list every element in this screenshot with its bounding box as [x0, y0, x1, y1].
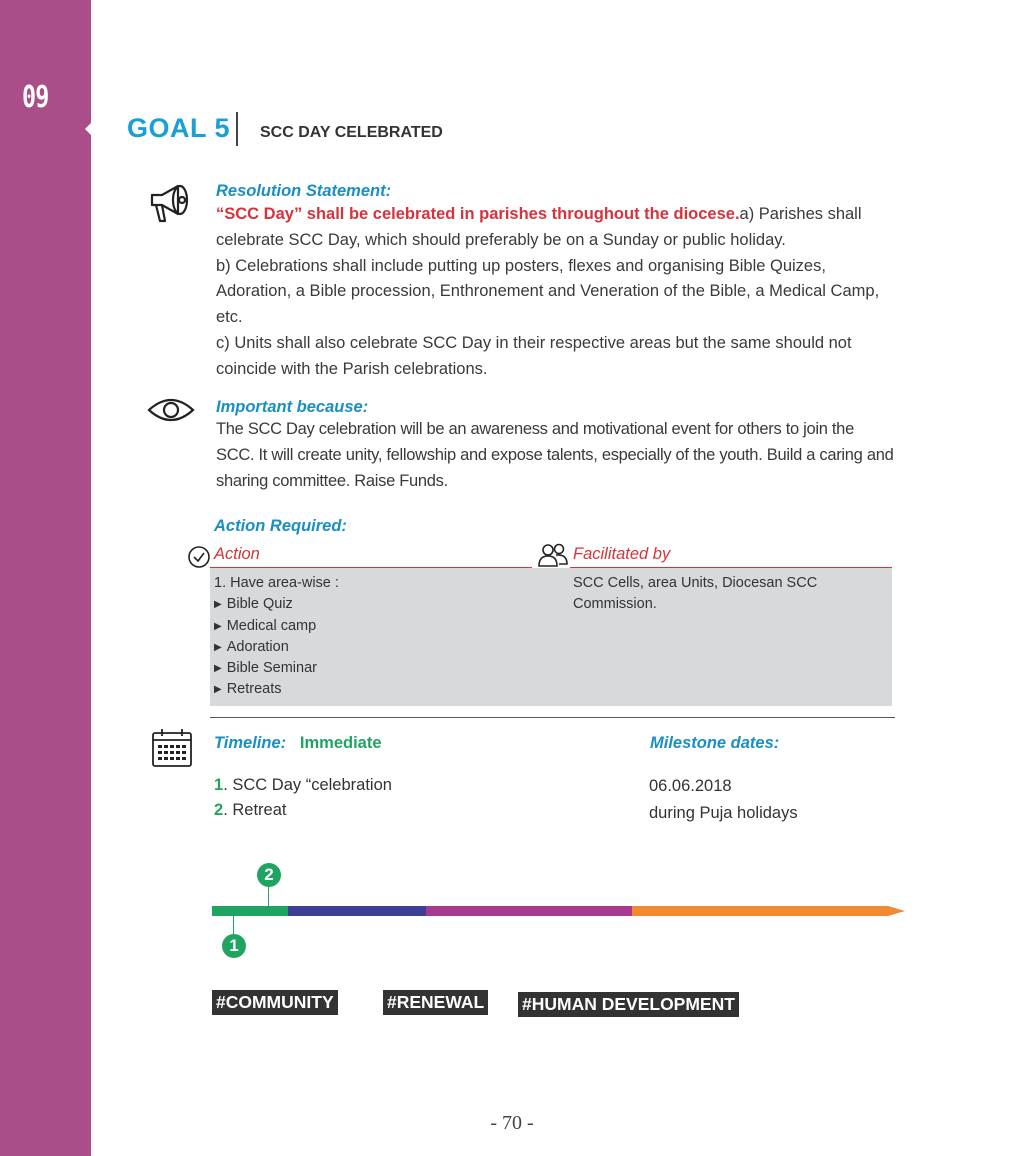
milestone-date: 06.06.2018 [649, 777, 732, 795]
list-item: ▶ Adoration [214, 638, 289, 655]
check-circle-icon [187, 545, 211, 569]
timeline-marker-1: 1 [222, 934, 246, 958]
page-number: - 70 - [490, 1112, 534, 1134]
timeline-value: Immediate [299, 734, 382, 752]
resolution-highlight: “SCC Day” shall be celebrated in parishes throughout the diocese. [216, 205, 740, 223]
tag-community: #COMMUNITY [212, 990, 338, 1015]
timeline-bar [212, 904, 906, 918]
facilitated-text: SCC Cells, area Units, Diocesan SCC Commission. [573, 575, 818, 613]
sidebar-notch [85, 122, 92, 136]
tag-human-development: #HUMAN DEVELOPMENT [518, 992, 739, 1017]
resolution-text-b: b) Celebrations shall include putting up posters, flexes and organising Bible Quizes, Adoration, a Bible procession, Enthronement and Veneration of the Bible, a Medical Camp, etc. [216, 256, 880, 327]
facilitated-column-header: Facilitated by [573, 545, 671, 563]
marker-stem-1 [233, 916, 234, 936]
goal-subtitle: SCC DAY CELEBRATED [260, 124, 443, 141]
timeline-marker-2: 2 [257, 863, 281, 887]
list-item: ▶ Retreats [214, 681, 282, 698]
important-section [216, 398, 896, 494]
action-intro: 1. Have area-wise : [214, 575, 339, 591]
tag-renewal: #RENEWAL [383, 990, 488, 1015]
timeline-items [214, 773, 392, 823]
chapter-sidebar [0, 0, 91, 1156]
resolution-section [216, 182, 896, 383]
action-column-header: Action [214, 545, 260, 563]
action-list [214, 573, 339, 701]
milestone-label: Milestone dates: [650, 734, 780, 752]
list-item: 1. SCC Day “celebration [214, 776, 392, 794]
megaphone-icon [148, 183, 194, 225]
goal-divider [236, 112, 238, 146]
resolution-text-c: c) Units shall also celebrate SCC Day in their respective areas but the same should not coincide with the Parish celebrations. [216, 333, 852, 378]
section-divider [210, 717, 895, 718]
list-item: ▶ Bible Quiz [214, 596, 293, 613]
milestone-dates [649, 773, 798, 827]
marker-stem-2 [268, 886, 269, 906]
users-icon [537, 542, 569, 568]
resolution-heading: Resolution Statement: [216, 182, 392, 200]
important-text: The SCC Day celebration will be an awareness and motivational event for others to join the SCC. It will create unity, fellowship and expose talents, especially of the youth. Build a caring and sharing committee. Raise Funds. [216, 420, 894, 490]
chapter-number: 09 [22, 80, 49, 115]
milestone-date: during Puja holidays [649, 804, 798, 822]
goal-label: GOAL 5 [127, 113, 231, 143]
resolution-text-a: a) Parishes shall celebrate SCC Day, which should preferably be on a Sunday or public holiday. [216, 205, 862, 249]
timeline-label: Timeline: [214, 734, 287, 752]
action-required-heading: Action Required: [214, 517, 347, 535]
important-heading: Important because: [216, 398, 369, 416]
timeline-row [214, 734, 382, 753]
list-item: ▶ Medical camp [214, 617, 317, 634]
list-item: ▶ Bible Seminar [214, 660, 317, 677]
calendar-icon [151, 728, 193, 768]
eye-icon [147, 396, 195, 424]
list-item: 2. Retreat [214, 801, 287, 819]
